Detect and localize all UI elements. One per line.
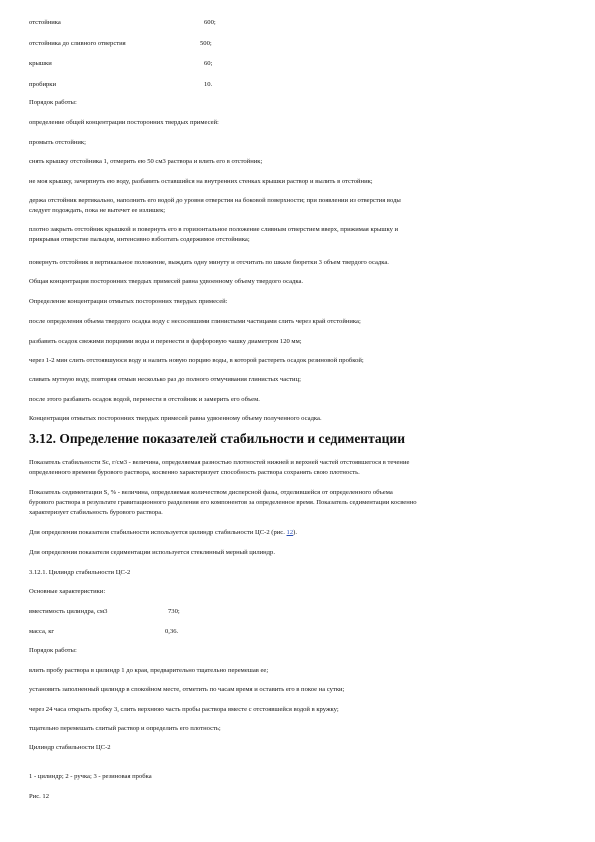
- paragraph: снять крышку отстойника 1, отмерить ею 50 см3 раствора и влить его в отстойник;: [29, 158, 263, 165]
- paragraph: после этого разбавить осадок водой, перенести в отстойник и замерить его объем.: [29, 396, 260, 403]
- specs-title: Основные характеристики:: [29, 588, 106, 595]
- paragraph: плотно закрыть отстойник крышкой и повернуть его в горизонтальное положение сливным отверстием вверх, прижимая крышку и: [29, 226, 399, 233]
- spec-label: отстойника до сливного отверстия: [29, 40, 126, 47]
- spec-label: отстойника: [29, 19, 61, 26]
- paragraph: разбавить осадок свежими порциями воды и перенести в фарфоровую чашку диаметром 120 мм;: [29, 338, 302, 345]
- figure-link[interactable]: 12: [286, 529, 294, 536]
- paragraph: определенного времени бурового раствора, косвенно характеризует способность раствора сохранять свою плотность.: [29, 469, 360, 476]
- spec-label: крышки: [29, 60, 52, 67]
- spec-label: масса, кг: [29, 628, 55, 635]
- spec-value: 10.: [204, 81, 213, 88]
- paragraph: через 1-2 мин слить отстоявшуюся воду и налить новую порцию воды, в которой растереть осадок резиновой пробкой;: [29, 357, 364, 364]
- paragraph: влить пробу раствора в цилиндр 1 до края, предварительно тщательно перемешав ее;: [29, 667, 269, 674]
- procedure-title: Порядок работы:: [29, 99, 77, 106]
- spec-value: 60;: [204, 60, 213, 67]
- spec-label: пробирки: [29, 81, 57, 88]
- spec-value: 500;: [200, 40, 212, 47]
- spec-value: 0,36.: [165, 628, 179, 635]
- paragraph: Показатель седиментации S, % - величина, определяемая количеством дисперсной фазы, отделившейся от определенного объема: [29, 489, 393, 496]
- spec-value: 600;: [204, 19, 216, 26]
- paragraph: через 24 часа открыть пробку 3, слить верхнюю часть пробы раствора вместе с отстоявшейся водой в кружку;: [29, 706, 339, 713]
- paragraph: повернуть отстойник в вертикальное положение, выждать одну минуту и отсчитать по шкале бюретки 3 объем твердого осадка.: [29, 259, 389, 266]
- procedure-title: Порядок работы:: [29, 647, 77, 654]
- paragraph: [29, 529, 565, 537]
- paragraph: следует подождать, пока не вытечет ее излишек;: [29, 207, 166, 214]
- paragraph: Показатель стабильности Sc, г/см3 - величина, определяемая разностью плотностей нижней и верхней частей отстоявшегося в течение: [29, 459, 410, 466]
- paragraph-text-end: ).: [293, 529, 297, 536]
- paragraph: определение общей концентрации посторонних твердых примесей:: [29, 119, 219, 126]
- paragraph: не моя крышку, зачерпнуть ею воду, разбавить оставшийся на внутренних стенках крышки раствор и вылить в отстойник;: [29, 178, 373, 185]
- paragraph: установить заполненный цилиндр в спокойном месте, отметить по часам время и оставить его в покое на сутки;: [29, 686, 345, 693]
- spec-label: вместимость цилиндра, см3: [29, 608, 108, 615]
- paragraph: бурового раствора в результате гравитационного разделения его компонентов за определенное время. Показатель седиментации косвенно: [29, 499, 417, 506]
- paragraph: Общая концентрация посторонних твердых примесей равна удвоенному объему твердого осадка.: [29, 278, 304, 285]
- paragraph-text: Для определения показателя стабильности используется цилиндр стабильности ЦС-2 (рис.: [29, 529, 287, 536]
- paragraph: Для определения показателя седиментации используется стеклянный мерный цилиндр.: [29, 549, 275, 556]
- paragraph: промыть отстойник;: [29, 139, 86, 146]
- paragraph: Определение концентрации отмытых посторонних твердых примесей:: [29, 298, 228, 305]
- paragraph: тщательно перемешать слитый раствор и определить его плотность;: [29, 725, 221, 732]
- spec-value: 730;: [168, 608, 180, 615]
- figure-caption: Рис. 12: [29, 793, 50, 800]
- subsection-heading: 3.12.1. Цилиндр стабильности ЦС-2: [29, 569, 131, 576]
- section-heading: 3.12. Определение показателей стабильности и седиментации: [29, 431, 405, 446]
- paragraph: держа отстойник вертикально, наполнить его водой до уровня отверстия на боковой поверхности; при появлении из отверстия воды: [29, 197, 401, 204]
- figure-title: Цилиндр стабильности ЦС-2: [29, 744, 111, 751]
- paragraph: Концентрация отмытых посторонних твердых примесей равна удвоенному объему полученного осадка.: [29, 415, 322, 422]
- paragraph: сливать мутную воду, повторяя отмыв несколько раз до полного отмучивания глинистых частиц;: [29, 376, 301, 383]
- paragraph: после определения объема твердого осадка воду с несосевшими глинистыми частицами слить через край отстойника;: [29, 318, 361, 325]
- figure-legend: 1 - цилиндр; 2 - ручка; 3 - резиновая пробка: [29, 773, 152, 780]
- paragraph: прикрывая отверстие пальцем, интенсивно взболтать содержимое отстойника;: [29, 236, 250, 243]
- paragraph: характеризует стабильность бурового раствора.: [29, 509, 163, 516]
